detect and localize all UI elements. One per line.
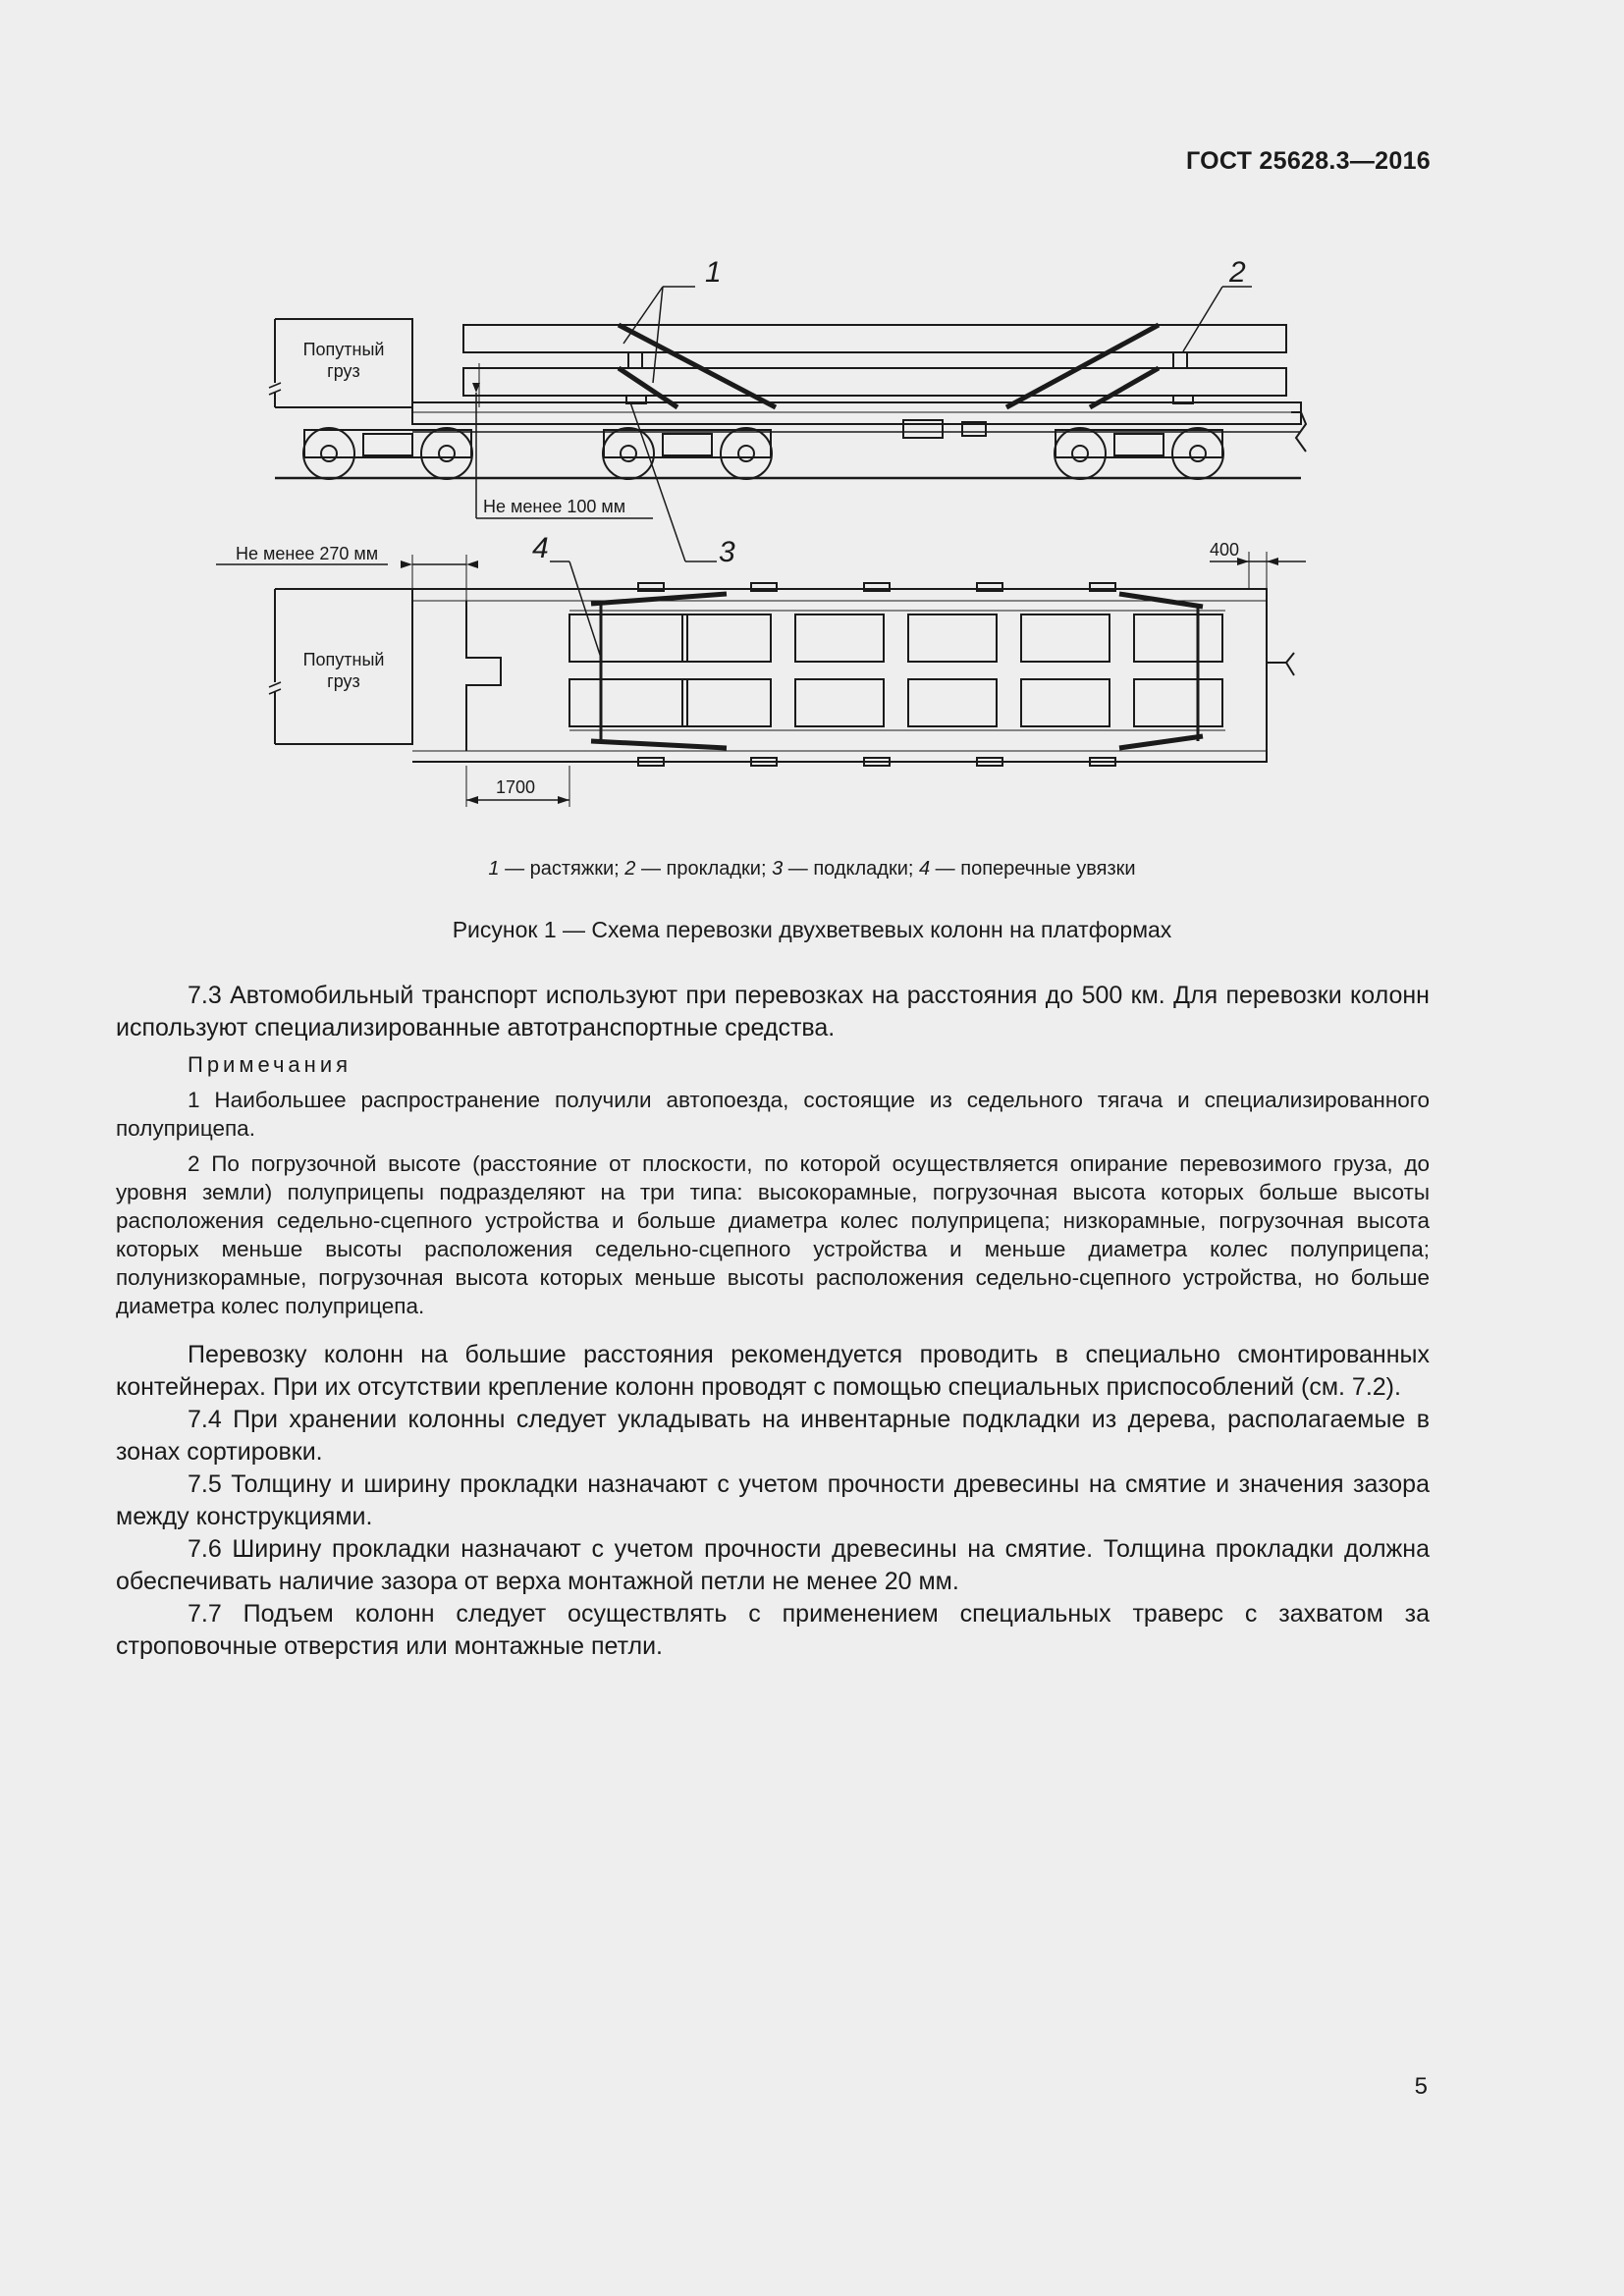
paragraph-7-4: 7.4 При хранении колонны следует укладывать на инвентарные подкладки из дерева, располагаемые в зонах сортировки. <box>116 1406 1430 1466</box>
bogie-middle <box>603 428 772 479</box>
column-lower <box>463 368 1286 396</box>
figure-caption: Рисунок 1 — Схема перевозки двухветвевых колонн на платформах <box>452 917 1172 942</box>
legend-num-4: 4 <box>919 858 931 880</box>
paragraph-7-7: 7.7 Подъем колонн следует осуществлять с применением специальных траверс с захватом за строповочные отверстия или монтажные петли. <box>116 1600 1430 1660</box>
platform-deck <box>412 402 1301 424</box>
paragraph-7-5: 7.5 Толщину и ширину прокладки назначают с учетом прочности древесины на смятие и значения зазора между конструкциями. <box>116 1470 1430 1530</box>
legend-text-2: — прокладки; <box>635 858 773 880</box>
column-upper <box>463 325 1286 352</box>
legend-text-1: — растяжки; <box>499 858 625 880</box>
note-1: 1 Наибольшее распространение получили автопоезда, состоящие из седельного тягача и специализированного полуприцепа. <box>116 1088 1430 1141</box>
plan-cargo-label-2: груз <box>327 671 360 691</box>
dim-label-270: Не менее 270 мм <box>236 544 379 563</box>
body-text <box>116 980 1430 1663</box>
legend-text-3: — подкладки; <box>783 858 919 880</box>
legend-num-1: 1 <box>488 858 500 880</box>
bogie-right <box>1055 428 1223 479</box>
figure-transport-scheme <box>216 245 1335 815</box>
paragraph-containers: Перевозку колонн на большие расстояния рекомендуется проводить в специально смонтированных контейнерах. При их отсутствии крепление колонн проводят с помощью специальных приспособлений (см. 7.2). <box>116 1341 1430 1401</box>
dim-label-400: 400 <box>1210 540 1240 560</box>
paragraph-7-6: 7.6 Ширину прокладки назначают с учетом прочности древесины на смятие. Толщина прокладки должна обеспечивать наличие зазора от верха монтажной петли не менее 20 мм. <box>116 1535 1430 1595</box>
strap <box>591 741 727 748</box>
document-header: ГОСТ 25628.3—2016 <box>1185 147 1431 175</box>
bogie-left <box>303 428 472 479</box>
figure-legend <box>0 858 1624 881</box>
figure-drawing <box>216 245 1335 815</box>
legend-num-3: 3 <box>772 858 784 880</box>
side-cargo-label-1: Попутный <box>302 340 385 359</box>
dim-label-100: Не менее 100 мм <box>483 497 626 516</box>
paragraph-7-3: 7.3 Автомобильный транспорт используют при перевозках на расстояния до 500 км. Для перевозки колонн используют специализированные автотранспортные средства. <box>116 982 1430 1041</box>
notes-title: Примечания <box>188 1052 352 1077</box>
callout-2: 2 <box>1229 256 1246 289</box>
strap <box>591 594 727 604</box>
callout-1: 1 <box>705 256 722 289</box>
page-number: 5 <box>1414 2073 1428 2100</box>
plan-columns <box>569 614 1222 726</box>
legend-num-2: 2 <box>624 858 636 880</box>
strap <box>1119 736 1203 748</box>
legend-text-4: — поперечные увязки <box>930 858 1136 880</box>
callout-3: 3 <box>719 536 735 568</box>
dim-label-1700: 1700 <box>496 777 536 797</box>
callout-4: 4 <box>532 532 549 564</box>
side-cargo-label-2: груз <box>327 361 360 381</box>
plan-cargo-label-1: Попутный <box>302 650 385 669</box>
note-2: 2 По погрузочной высоте (расстояние от плоскости, по которой осуществляется опирание перевозимого груза, до уровня земли) полуприцепы подразделяют на три типа: высокорамные, погрузочная высота которых больше высоты расположения седельно-сцепного устройства и больше диаметра колес полуприцепа; низкорамные, погрузочная высота которых меньше высоты расположения седельно-сцепного устройства и меньше диаметра колес полуприцепа; полунизкорамные, погрузочная высота которых меньше высоты расположения седельно-сцепного устройства, но больше диаметра колес полуприцепа. <box>116 1151 1430 1318</box>
